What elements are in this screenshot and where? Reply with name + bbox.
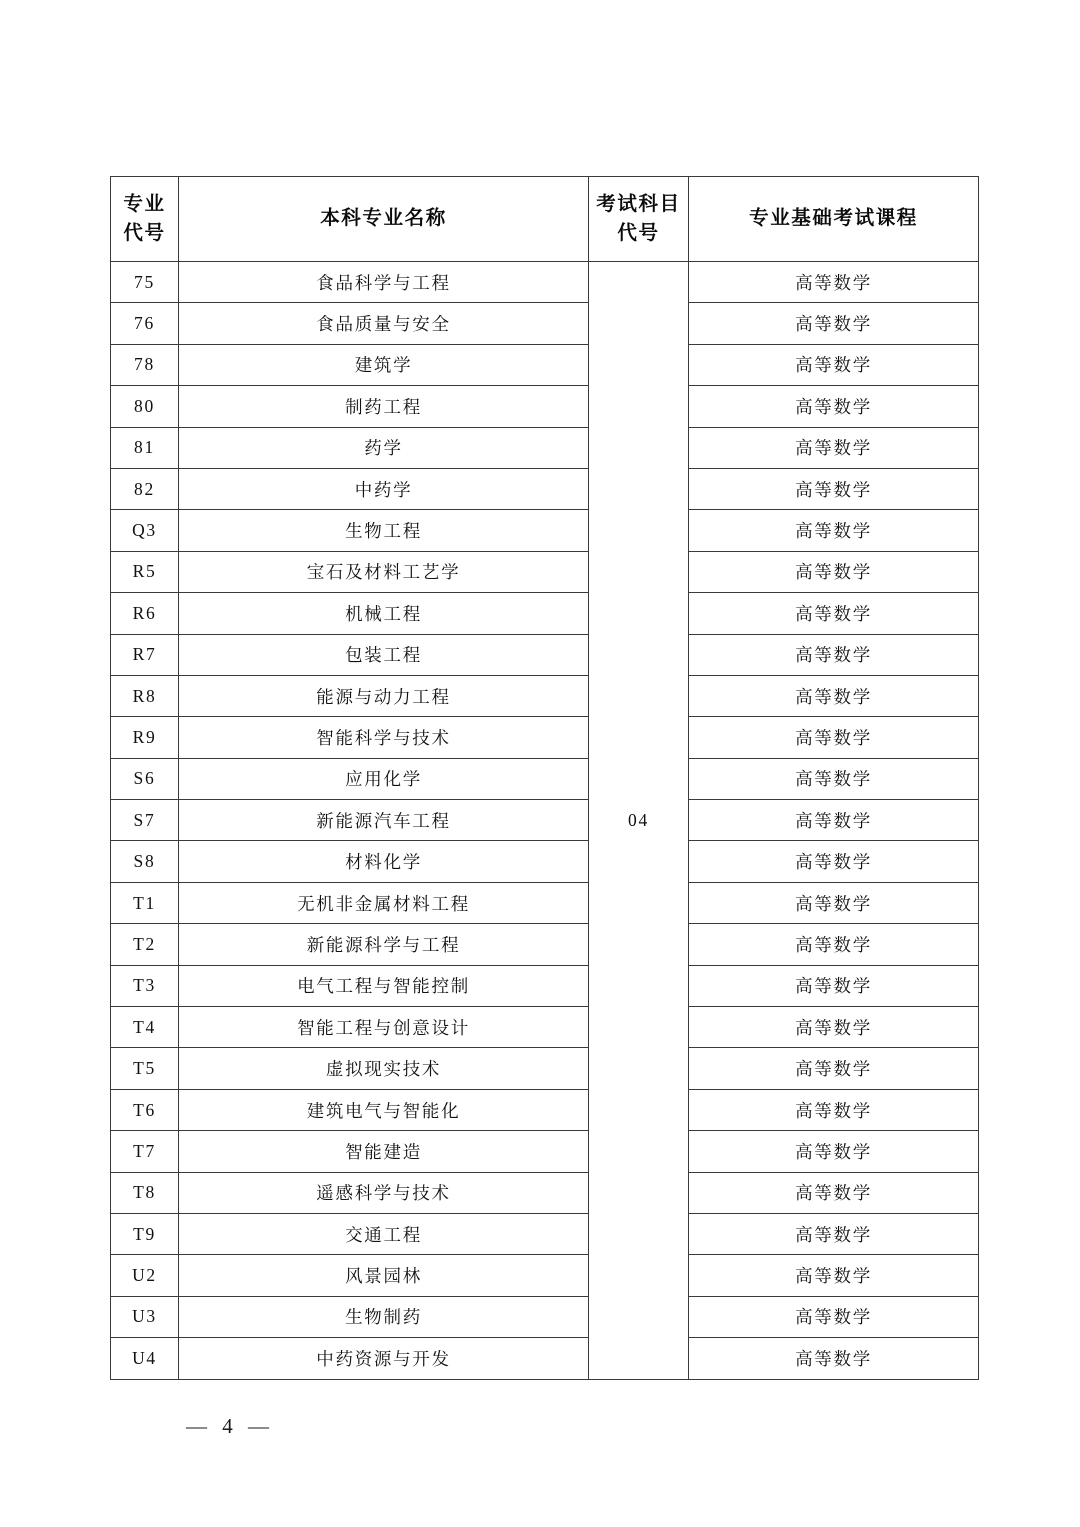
cell-major-name: 食品科学与工程 [179,262,589,303]
table-row [111,303,979,344]
table-row [111,262,979,303]
cell-major-name: 能源与动力工程 [179,675,589,716]
cell-major-code: R7 [111,634,179,675]
cell-major-code: Q3 [111,510,179,551]
column-header-major-name: 本科专业名称 [179,177,589,262]
column-header-major-code-line2: 代号 [123,223,166,244]
cell-basic-exam-course: 高等数学 [689,924,979,965]
table-row [111,386,979,427]
cell-major-code: 76 [111,303,179,344]
cell-major-code: R6 [111,593,179,634]
table-header-row [111,177,979,262]
cell-major-name: 风景园林 [179,1255,589,1296]
table-row [111,758,979,799]
cell-major-code: R5 [111,551,179,592]
cell-major-name: 新能源汽车工程 [179,800,589,841]
cell-major-name: 机械工程 [179,593,589,634]
cell-basic-exam-course: 高等数学 [689,1089,979,1130]
cell-major-name: 交通工程 [179,1213,589,1254]
cell-basic-exam-course: 高等数学 [689,1338,979,1379]
table-row [111,924,979,965]
cell-basic-exam-course: 高等数学 [689,468,979,509]
table-row [111,675,979,716]
cell-major-name: 生物工程 [179,510,589,551]
cell-basic-exam-course: 高等数学 [689,800,979,841]
cell-major-code: 78 [111,344,179,385]
cell-major-code: U2 [111,1255,179,1296]
cell-major-name: 遥感科学与技术 [179,1172,589,1213]
cell-major-code: U3 [111,1296,179,1337]
table-row [111,841,979,882]
cell-basic-exam-course: 高等数学 [689,965,979,1006]
cell-major-name: 智能科学与技术 [179,717,589,758]
table-row [111,1296,979,1337]
table-row [111,344,979,385]
cell-major-code: T9 [111,1213,179,1254]
cell-major-name: 食品质量与安全 [179,303,589,344]
cell-basic-exam-course: 高等数学 [689,634,979,675]
column-header-exam-subject-code-line1: 考试科目 [596,193,681,215]
table-row [111,634,979,675]
cell-basic-exam-course: 高等数学 [689,758,979,799]
table-row [111,1213,979,1254]
cell-major-name: 包装工程 [179,634,589,675]
cell-major-code: S7 [111,800,179,841]
cell-basic-exam-course: 高等数学 [689,1255,979,1296]
cell-major-name: 生物制药 [179,1296,589,1337]
table-row [111,717,979,758]
cell-major-code: T3 [111,965,179,1006]
cell-major-name: 中药学 [179,468,589,509]
cell-major-code: T8 [111,1172,179,1213]
cell-major-name: 宝石及材料工艺学 [179,551,589,592]
cell-basic-exam-course: 高等数学 [689,1007,979,1048]
page-number: — 4 — [186,1414,274,1438]
cell-basic-exam-course: 高等数学 [689,675,979,716]
cell-major-name: 应用化学 [179,758,589,799]
table-row [111,593,979,634]
column-header-exam-subject-code-line2: 代号 [617,223,660,244]
cell-major-code: U4 [111,1338,179,1379]
cell-major-name: 虚拟现实技术 [179,1048,589,1089]
table-row [111,1338,979,1379]
cell-basic-exam-course: 高等数学 [689,262,979,303]
cell-basic-exam-course: 高等数学 [689,593,979,634]
cell-basic-exam-course: 高等数学 [689,1048,979,1089]
table-row [111,1007,979,1048]
cell-major-name: 建筑学 [179,344,589,385]
cell-basic-exam-course: 高等数学 [689,551,979,592]
cell-basic-exam-course: 高等数学 [689,717,979,758]
cell-basic-exam-course: 高等数学 [689,303,979,344]
table-row [111,551,979,592]
cell-major-name: 中药资源与开发 [179,1338,589,1379]
table-row [111,1089,979,1130]
cell-major-code: 82 [111,468,179,509]
cell-major-code: T4 [111,1007,179,1048]
column-header-major-code [111,177,179,262]
cell-basic-exam-course: 高等数学 [689,344,979,385]
cell-major-code: T2 [111,924,179,965]
cell-basic-exam-course: 高等数学 [689,1131,979,1172]
column-header-major-code-line1: 专业 [123,193,166,215]
cell-major-code: T7 [111,1131,179,1172]
cell-basic-exam-course: 高等数学 [689,841,979,882]
table-row [111,510,979,551]
major-code-table-container [110,176,978,1380]
cell-major-code: T5 [111,1048,179,1089]
cell-major-name: 制药工程 [179,386,589,427]
table-row [111,1172,979,1213]
table-row [111,800,979,841]
cell-basic-exam-course: 高等数学 [689,510,979,551]
table-body [111,262,979,1380]
table-row [111,1048,979,1089]
cell-major-code: 75 [111,262,179,303]
cell-major-name: 新能源科学与工程 [179,924,589,965]
cell-major-code: T6 [111,1089,179,1130]
cell-major-code: R8 [111,675,179,716]
table-row [111,882,979,923]
cell-major-code: R9 [111,717,179,758]
table-row [111,1255,979,1296]
cell-major-code: S8 [111,841,179,882]
column-header-basic-exam-course: 专业基础考试课程 [689,177,979,262]
cell-exam-subject-code: 04 [589,262,689,1380]
cell-major-name: 材料化学 [179,841,589,882]
cell-major-name: 智能工程与创意设计 [179,1007,589,1048]
cell-basic-exam-course: 高等数学 [689,386,979,427]
major-code-table [110,176,979,1380]
cell-major-name: 药学 [179,427,589,468]
cell-major-name: 电气工程与智能控制 [179,965,589,1006]
cell-basic-exam-course: 高等数学 [689,1172,979,1213]
cell-basic-exam-course: 高等数学 [689,882,979,923]
cell-basic-exam-course: 高等数学 [689,1213,979,1254]
cell-major-name: 建筑电气与智能化 [179,1089,589,1130]
cell-major-name: 无机非金属材料工程 [179,882,589,923]
table-row [111,1131,979,1172]
table-header [111,177,979,262]
cell-basic-exam-course: 高等数学 [689,1296,979,1337]
table-row [111,427,979,468]
cell-basic-exam-course: 高等数学 [689,427,979,468]
cell-major-code: 80 [111,386,179,427]
cell-major-name: 智能建造 [179,1131,589,1172]
cell-major-code: 81 [111,427,179,468]
cell-major-code: T1 [111,882,179,923]
cell-major-code: S6 [111,758,179,799]
table-row [111,468,979,509]
table-row [111,965,979,1006]
column-header-exam-subject-code [589,177,689,262]
